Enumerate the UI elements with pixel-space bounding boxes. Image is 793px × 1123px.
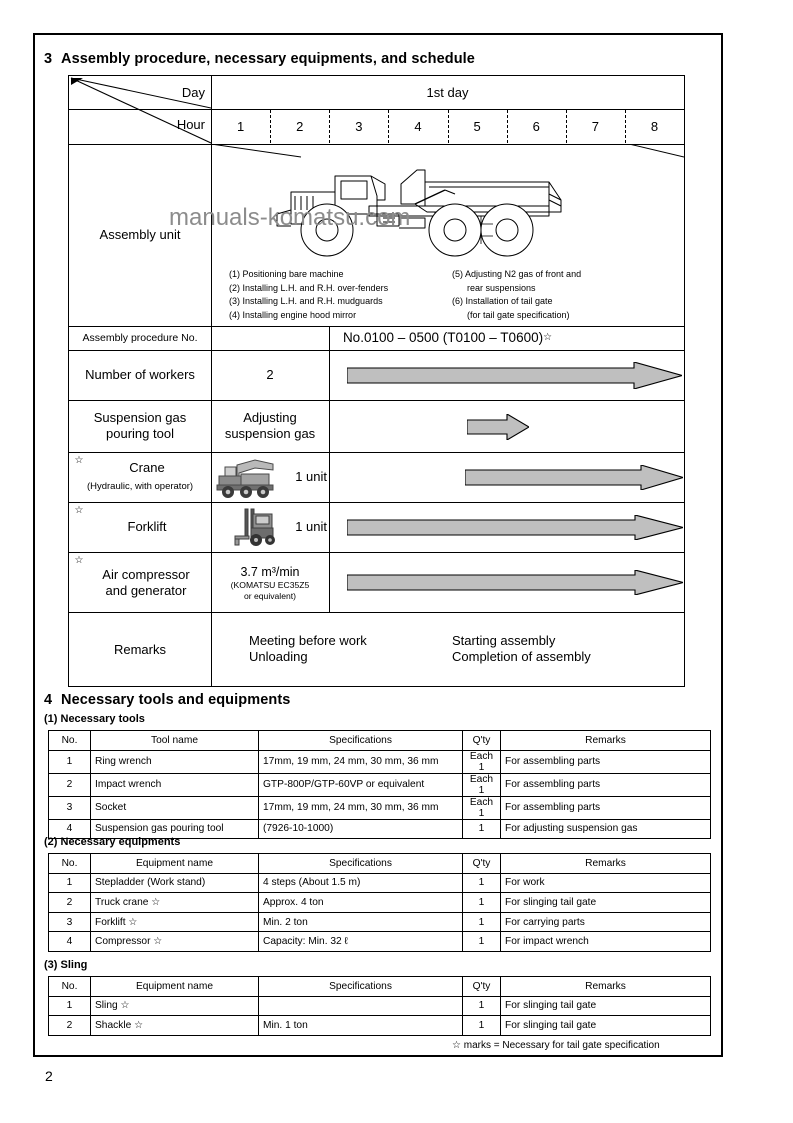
cell-name: Impact wrench [91, 773, 259, 796]
cell-rem: For adjusting suspension gas [501, 819, 711, 839]
tools-table-row [49, 773, 711, 796]
forklift-schedule-arrow [347, 515, 683, 540]
crane-star-icon: ☆ [74, 454, 84, 466]
procedure-no-value [211, 326, 684, 350]
hour-cell-1: 1 [236, 118, 245, 134]
table-header-row [49, 731, 711, 751]
tools-table-row [49, 750, 711, 773]
subsection-2-heading: (2) Necessary equipments [44, 836, 181, 848]
workers-label: Number of workers [85, 367, 195, 383]
column-header-q-ty: Q'ty [463, 977, 501, 997]
equipment-table-row [49, 912, 711, 932]
sling-table [48, 976, 711, 1036]
day-label: Day [181, 85, 205, 101]
cell-rem: For assembling parts [501, 773, 711, 796]
cell-rem: For assembling parts [501, 750, 711, 773]
cell-name: Stepladder (Work stand) [91, 873, 259, 893]
cell-rem: For carrying parts [501, 912, 711, 932]
cell-spec: 17mm, 19 mm, 24 mm, 30 mm, 36 mm [259, 750, 463, 773]
day-value: 1st day [426, 84, 469, 100]
cell-qty: 1 [463, 932, 501, 952]
compressor-star-icon: ☆ [74, 554, 84, 566]
mobile-crane-photo [215, 456, 277, 500]
cell-no: 1 [49, 750, 91, 773]
cell-no: 3 [49, 796, 91, 819]
workers-schedule-arrow [347, 362, 682, 389]
forklift-star-icon: ☆ [74, 504, 84, 516]
gas-tool-value-line2: suspension gas [224, 426, 316, 441]
cell-spec: Approx. 4 ton [259, 893, 463, 913]
hour-divider [388, 110, 389, 143]
gas-tool-schedule-arrow [467, 414, 529, 440]
cell-name: Ring wrench [91, 750, 259, 773]
cell-name: Truck crane ☆ [91, 893, 259, 913]
row-divider-gas-crane [69, 452, 684, 453]
tailgate-star-icon: ☆ [543, 332, 553, 343]
compressor-label-line1: Air compressor [102, 567, 190, 583]
cell-spec: Min. 1 ton [259, 1016, 463, 1036]
procedure-item: (2) Installing L.H. and R.H. over-fenders [229, 282, 389, 293]
cell-qty: 1 [463, 996, 501, 1016]
hour-divider [448, 110, 449, 143]
sling-table-row [49, 996, 711, 1016]
column-header-remarks: Remarks [501, 731, 711, 751]
cell-spec [259, 996, 463, 1016]
hour-divider [329, 110, 330, 143]
cell-name: Sling ☆ [91, 996, 259, 1016]
column-header-equipment-name: Equipment name [91, 977, 259, 997]
compressor-label-line2: and generator [105, 583, 187, 598]
cell-qty: 1 [463, 819, 501, 839]
equipment-table-row [49, 932, 711, 952]
row-divider-crane-forklift [69, 502, 684, 503]
hour-divider [566, 110, 567, 143]
compressor-schedule-arrow [347, 570, 683, 595]
cell-rem: For slinging tail gate [501, 996, 711, 1016]
procedure-item: (5) Adjusting N2 gas of front and [452, 269, 582, 279]
column-header-q-ty: Q'ty [463, 731, 501, 751]
section-4-number: 4 [44, 692, 53, 708]
cell-no: 4 [49, 932, 91, 952]
cell-no: 2 [49, 773, 91, 796]
compressor-model-line2: or equivalent) [243, 590, 297, 601]
crane-quantity: 1 unit [295, 469, 327, 485]
crane-sublabel: (Hydraulic, with operator) [86, 481, 194, 493]
remarks-label: Remarks [113, 641, 166, 657]
gas-tool-value-line1: Adjusting [243, 410, 297, 426]
hour-cell-6: 6 [532, 118, 540, 134]
crane-schedule-arrow [465, 465, 683, 490]
hour-cell-8: 8 [650, 118, 659, 134]
compressor-label [81, 562, 211, 604]
subsection-3-heading: (3) Sling [44, 959, 88, 971]
cell-qty: Each 1 [463, 750, 501, 773]
cell-no: 2 [49, 893, 91, 913]
subsection-1-heading: (1) Necessary tools [44, 713, 145, 725]
forklift-quantity: 1 unit [295, 519, 327, 535]
procedure-item: (4) Installing engine hood mirror [229, 309, 357, 320]
section-4-heading [44, 692, 290, 708]
remarks-col2-line1: Starting assembly [452, 633, 556, 649]
column-header-no: No. [49, 977, 91, 997]
cell-rem: For slinging tail gate [501, 893, 711, 913]
cell-rem: For impact wrench [501, 932, 711, 952]
crane-label: Crane [129, 460, 165, 476]
forklift-label: Forklift [127, 519, 167, 535]
procedure-item: (1) Positioning bare machine [229, 269, 344, 279]
cell-rem: For work [501, 873, 711, 893]
cell-spec: Capacity: Min. 32 ℓ [259, 932, 463, 952]
cell-qty: 1 [463, 912, 501, 932]
remarks-col1-line2: Unloading [249, 649, 308, 664]
cell-name: Compressor ☆ [91, 932, 259, 952]
cell-qty: 1 [463, 873, 501, 893]
gas-tool-label [69, 400, 211, 452]
cell-spec: 17mm, 19 mm, 24 mm, 30 mm, 36 mm [259, 796, 463, 819]
sling-table-row [49, 1016, 711, 1036]
procedure-list-right [452, 268, 581, 322]
cell-rem: For slinging tail gate [501, 1016, 711, 1036]
remarks-col-2 [452, 626, 652, 672]
schedule-table [68, 75, 685, 687]
procedure-list-left [229, 268, 388, 322]
cell-no: 4 [49, 819, 91, 839]
remarks-col-1 [249, 626, 439, 672]
hour-divider [507, 110, 508, 143]
table-header-row [49, 977, 711, 997]
cell-no: 1 [49, 996, 91, 1016]
page-number: 2 [45, 1068, 53, 1084]
column-header-specifications: Specifications [259, 977, 463, 997]
cell-no: 2 [49, 1016, 91, 1036]
compressor-model-line1: (KOMATSU EC35Z5 [230, 580, 310, 591]
cell-name: Socket [91, 796, 259, 819]
compressor-value [211, 558, 329, 608]
tailgate-footnote: ☆ marks = Necessary for tail gate specification [452, 1040, 660, 1051]
section-3-number: 3 [44, 51, 53, 67]
cell-name: Shackle ☆ [91, 1016, 259, 1036]
section-3-title: Assembly procedure, necessary equipments, and schedule [61, 51, 475, 67]
cell-qty: Each 1 [463, 773, 501, 796]
column-header-remarks: Remarks [501, 977, 711, 997]
hour-divider [270, 110, 271, 143]
gas-tool-label-line2: pouring tool [106, 426, 174, 441]
necessary-tools-table [48, 730, 711, 839]
cell-qty: 1 [463, 893, 501, 913]
cell-qty: 1 [463, 1016, 501, 1036]
column-header-tool-name: Tool name [91, 731, 259, 751]
hour-cell-2: 2 [296, 118, 304, 134]
necessary-equipments-table [48, 853, 711, 952]
cell-no: 1 [49, 873, 91, 893]
hour-cell-5: 5 [473, 118, 481, 134]
procedure-item: (3) Installing L.H. and R.H. mudguards [229, 296, 383, 306]
hour-divider [625, 110, 626, 143]
watermark-text: manuals-komatsu.com [169, 204, 411, 231]
cell-rem: For assembling parts [501, 796, 711, 819]
cell-spec: 4 steps (About 1.5 m) [259, 873, 463, 893]
row-divider-forklift-comp [69, 552, 684, 553]
workers-value: 2 [266, 367, 274, 383]
assembly-unit-label: Assembly unit [99, 227, 181, 243]
cell-name: Suspension gas pouring tool [91, 819, 259, 839]
procedure-no-text: No.0100 – 0500 (T0100 – T0600) [342, 329, 544, 345]
equipment-table-row [49, 893, 711, 913]
cell-qty: Each 1 [463, 796, 501, 819]
cell-spec: Min. 2 ton [259, 912, 463, 932]
procedure-item: (6) Installation of tail gate [452, 296, 553, 306]
hour-cell-7: 7 [591, 118, 599, 134]
cell-spec: (7926-10-1000) [259, 819, 463, 839]
remarks-col2-line2: Completion of assembly [452, 649, 591, 664]
procedure-item-cont: (for tail gate specification) [467, 309, 570, 320]
hour-label: Hour [176, 117, 205, 133]
section-4-title: Necessary tools and equipments [61, 692, 291, 708]
hour-cell-3: 3 [355, 118, 363, 134]
column-header-q-ty: Q'ty [463, 854, 501, 874]
procedure-no-label: Assembly procedure No. [82, 331, 198, 344]
hour-cell-4: 4 [414, 118, 422, 134]
column-header-specifications: Specifications [259, 731, 463, 751]
cell-spec: GTP-800P/GTP-60VP or equivalent [259, 773, 463, 796]
column-header-remarks: Remarks [501, 854, 711, 874]
gas-tool-value [211, 400, 329, 452]
remarks-col1-line1: Meeting before work [249, 633, 367, 649]
column-header-no: No. [49, 731, 91, 751]
cell-no: 3 [49, 912, 91, 932]
column-header-no: No. [49, 854, 91, 874]
col-divider-2 [329, 326, 330, 612]
table-header-row [49, 854, 711, 874]
equipment-table-row [49, 873, 711, 893]
section-3-heading [44, 51, 475, 67]
tools-table-row [49, 796, 711, 819]
compressor-capacity: 3.7 m³/min [240, 564, 300, 579]
cell-name: Forklift ☆ [91, 912, 259, 932]
column-header-specifications: Specifications [259, 854, 463, 874]
procedure-item-cont: rear suspensions [467, 282, 536, 293]
column-header-equipment-name: Equipment name [91, 854, 259, 874]
gas-tool-label-line1: Suspension gas [93, 410, 187, 426]
